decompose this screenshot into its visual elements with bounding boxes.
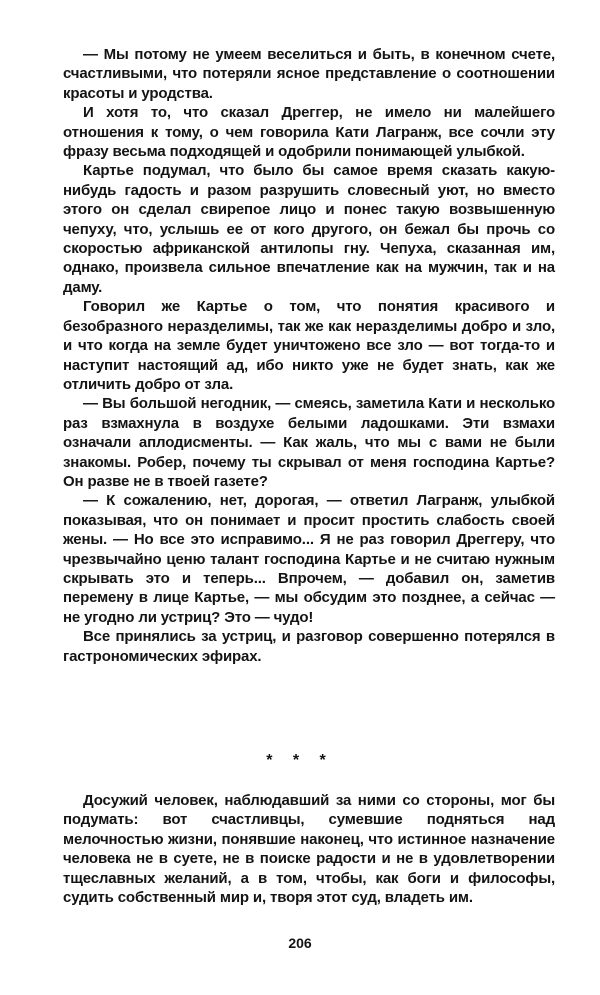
paragraph: Все принялись за устриц, и разговор совершенно потерялся в гастрономических эфирах. [63, 628, 555, 665]
section-separator: * * * [266, 752, 334, 769]
paragraph: Досужий человек, наблюдавший за ними со стороны, мог бы подумать: вот счастливцы, сумевшие подняться над мелочностью жизни, понявшие наконец, что истинное назначение человека не в суете, не в поиске радости и не в удовлетворении тщеславных желаний, а в том, чтобы, как боги и философы, судить собственный мир и, творя этот суд, владеть им. [63, 792, 555, 907]
page-number: 206 [288, 935, 312, 951]
text-section-1 [63, 45, 555, 666]
text-section-2 [63, 791, 555, 907]
paragraph: — Мы потому не умеем веселиться и быть, в конечном счете, счастливыми, что потеряли ясное представление о соотношении красоты и уродства. [63, 46, 555, 102]
paragraph: Говорил же Картье о том, что понятия красивого и безобразного неразделимы, так же как неразделимы добро и зло, и что когда на земле будет уничтожено все зло — вот тогда-то и наступит настоящий ад, ибо никто уже не будет знать, как же отличить добро от зла. [63, 298, 555, 393]
paragraph: И хотя то, что сказал Дреггер, не имело ни малейшего отношения к тому, о чем говорила Кати Лагранж, все сочли эту фразу весьма подходящей и одобрили понимающей улыбкой. [63, 104, 555, 161]
paragraph: Картье подумал, что было бы самое время сказать какую-нибудь гадость и разом разрушить словесный уют, но вместо этого он сделал свирепое лицо и понес такую возвышенную чепуху, что, услышь ее от кого другого, он бежал бы прочь со скоростью африканской антилопы гну. Чепуха, сказанная им, однако, произвела сильное впечатление как на мужчин, так и на даму. [63, 162, 555, 296]
paragraph: — Вы большой негодник, — смеясь, заметила Кати и несколько раз взмахнула в воздухе белыми ладошками. Эти взмахи означали аплодисменты. — Как жаль, что мы с вами не были знакомы. Робер, почему ты скрывал от меня господина Картье? Он разве не в твоей газете? [63, 395, 555, 490]
paragraph: — К сожалению, нет, дорогая, — ответил Лагранж, улыбкой показывая, что он понимает и просит простить слабость своей жены. — Но все это исправимо... Я не раз говорил Дреггеру, что чрезвычайно ценю талант господина Картье и не считаю нужным скрывать это и теперь... Впрочем, — добавил он, заметив перемену в лице Картье, — мы обсудим это позднее, а сейчас — не угодно ли устриц? Это — чудо! [63, 492, 555, 626]
